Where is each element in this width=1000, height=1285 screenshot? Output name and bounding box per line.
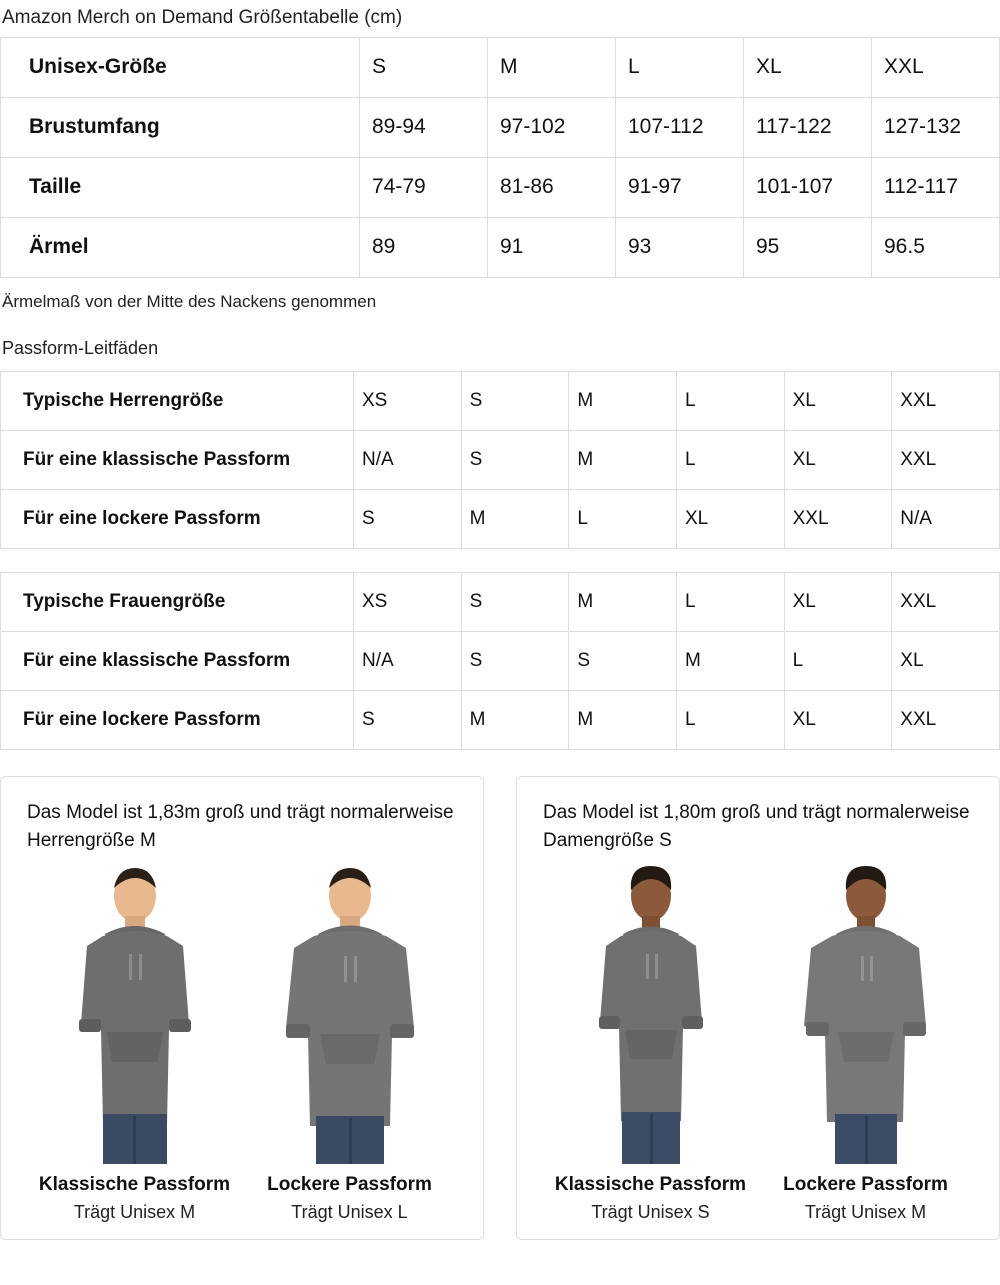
cell: L [784, 631, 892, 690]
cell: 101-107 [744, 157, 872, 217]
cell: 97-102 [488, 97, 616, 157]
cell: XS [354, 371, 462, 430]
table-row [1, 489, 1000, 548]
cell: 117-122 [744, 97, 872, 157]
cell: 91 [488, 217, 616, 277]
fit-name: Klassische Passform [554, 1173, 747, 1195]
cell: M [461, 690, 569, 749]
row-label: Brustumfang [1, 97, 360, 157]
table-row [1, 371, 1000, 430]
table-row [1, 690, 1000, 749]
cell: L [676, 371, 784, 430]
cell: 96.5 [872, 217, 1000, 277]
cell: L [616, 37, 744, 97]
row-label: Für eine lockere Passform [1, 489, 354, 548]
fit-guides-title: Passform-Leitfäden [2, 337, 159, 358]
row-label: Für eine klassische Passform [1, 631, 354, 690]
fit-labels-men [27, 1174, 457, 1223]
cell: 112-117 [872, 157, 1000, 217]
model-card-women [516, 776, 1000, 1240]
model-caption: Das Model ist 1,83m groß und trägt normalerweise Herrengröße M [27, 801, 454, 852]
cell: XL [744, 37, 872, 97]
cell: XXL [892, 572, 1000, 631]
model-cards-row [0, 776, 1000, 1240]
cell: M [569, 430, 677, 489]
hoodie-model-icon [250, 864, 450, 1164]
cell: XL [784, 690, 892, 749]
table-separator [0, 549, 1000, 572]
cell: 74-79 [360, 157, 488, 217]
cell: S [461, 572, 569, 631]
figure-relaxed-women [766, 864, 966, 1164]
hoodie-model-icon [35, 864, 235, 1164]
cell: XXL [892, 690, 1000, 749]
table-row [1, 97, 1000, 157]
unisex-size-table [0, 37, 1000, 278]
cell: 127-132 [872, 97, 1000, 157]
fit-name: Lockere Passform [783, 1173, 948, 1195]
row-label: Unisex-Größe [1, 37, 360, 97]
model-figures [543, 864, 973, 1164]
row-label: Ärmel [1, 217, 360, 277]
fit-col [35, 1174, 235, 1223]
cell: XXL [892, 371, 1000, 430]
fit-col [766, 1174, 966, 1223]
fit-wears: Trägt Unisex M [73, 1201, 196, 1222]
cell: S [354, 690, 462, 749]
cell: 81-86 [488, 157, 616, 217]
cell: M [569, 572, 677, 631]
row-label: Für eine lockere Passform [1, 690, 354, 749]
cell: XS [354, 572, 462, 631]
page-title: Amazon Merch on Demand Größentabelle (cm) [2, 7, 403, 28]
cell: M [488, 37, 616, 97]
cell: XL [676, 489, 784, 548]
cell: N/A [354, 430, 462, 489]
model-figures [27, 864, 457, 1164]
cell: M [461, 489, 569, 548]
cell: S [354, 489, 462, 548]
figure-relaxed-men [250, 864, 450, 1164]
cell: XL [784, 572, 892, 631]
cell: L [676, 572, 784, 631]
fit-col [551, 1174, 751, 1223]
cell: 95 [744, 217, 872, 277]
fit-name: Lockere Passform [267, 1173, 432, 1195]
table-row [1, 572, 1000, 631]
cell: L [569, 489, 677, 548]
cell: L [676, 690, 784, 749]
cell: 107-112 [616, 97, 744, 157]
figure-classic-men [35, 864, 235, 1164]
hoodie-model-icon [551, 864, 751, 1164]
cell: S [461, 371, 569, 430]
cell: S [360, 37, 488, 97]
cell: 89-94 [360, 97, 488, 157]
cell: XXL [784, 489, 892, 548]
sleeve-measure-note: Ärmelmaß von der Mitte des Nackens genommen [2, 291, 377, 311]
cell: XL [784, 371, 892, 430]
cell: S [461, 430, 569, 489]
mens-fit-table [0, 371, 1000, 549]
cell: M [569, 371, 677, 430]
figure-classic-women [551, 864, 751, 1164]
cell: XL [892, 631, 1000, 690]
cell: N/A [354, 631, 462, 690]
cell: XXL [892, 430, 1000, 489]
cell: M [676, 631, 784, 690]
fit-labels-women [543, 1174, 973, 1223]
cell: 91-97 [616, 157, 744, 217]
fit-col [250, 1174, 450, 1223]
table-row [1, 157, 1000, 217]
cell: M [569, 690, 677, 749]
row-label: Für eine klassische Passform [1, 430, 354, 489]
cell: S [461, 631, 569, 690]
row-label: Typische Frauengröße [1, 572, 354, 631]
womens-fit-table [0, 572, 1000, 750]
fit-wears: Trägt Unisex L [291, 1201, 408, 1222]
cell: 89 [360, 217, 488, 277]
model-card-men [0, 776, 484, 1240]
cell: XXL [872, 37, 1000, 97]
cell: N/A [892, 489, 1000, 548]
fit-wears: Trägt Unisex M [804, 1201, 927, 1222]
table-row [1, 37, 1000, 97]
fit-wears: Trägt Unisex S [591, 1201, 710, 1222]
cell: 93 [616, 217, 744, 277]
row-label: Taille [1, 157, 360, 217]
table-row [1, 217, 1000, 277]
hoodie-model-icon [766, 864, 966, 1164]
table-row [1, 430, 1000, 489]
cell: XL [784, 430, 892, 489]
table-row [1, 631, 1000, 690]
model-caption: Das Model ist 1,80m groß und trägt normalerweise Damengröße S [543, 801, 970, 852]
row-label: Typische Herrengröße [1, 371, 354, 430]
fit-name: Klassische Passform [38, 1173, 231, 1195]
cell: L [676, 430, 784, 489]
cell: S [569, 631, 677, 690]
